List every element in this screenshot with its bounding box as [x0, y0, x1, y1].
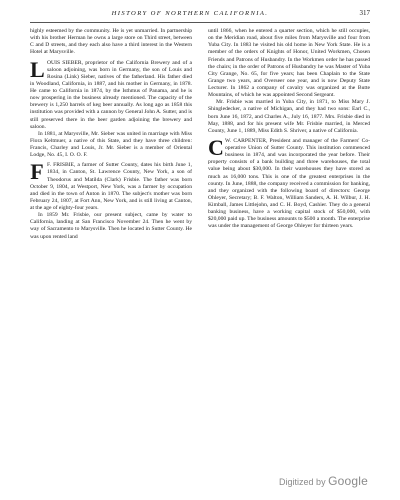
biography-sieber — [30, 56, 192, 160]
biography-carpenter — [208, 134, 370, 231]
biography-paragraph: In 1859 Mr. Frisbie, our present subject, came by water to California, landing at San Francisco November 24. Then he went by way of Sacramento to Marysville. Then he located in Sutter County. He was upon rented land — [30, 212, 192, 240]
continuation-paragraph: until 1866, when he entered a quarter section, which he still occupies, on the Meridian road, about five miles from Marysville and four from Yuba City. In 1883 he visited his old home in New York State. He is a member of the orders of Knights of Honor, United Workmen, Chosen Friends and Patrons of Husbandry. In the Workmen order he has passed the chairs; in the order of Patrons of Husbandry he was Master of Yuba City Grange, No. 65, for five years; has been Chaplain to the State Grange two years, and Overseer one year, and is now Deputy State Lecturer. In 1862 a company of cavalry was organized at the Butte Mountains, of which he was appointed Second Sergeant. — [208, 28, 370, 99]
biography-paragraph: OUIS SIEBER, proprietor of the California Brewery and of a saloon adjoining, was born in Germany, the son of Louis and Rosina (Link) Sieber, natives of the fatherland. His father died in Woodland, California, in 1887, and his mother in Germany, in 1878. He came to California in 1874, by the Isthmus of Panama, and he is now prospering in the business already mentioned. The capacity of the brewery is 1,250 barrels of keg beer annually. As long ago as 1858 this institution was provided with a cannon by General John A. Sutter, and is still preserved there in the beer garden adjoining the brewery and saloon. — [30, 59, 192, 130]
biography-paragraph: W. CARPENTER, President and manager of the Farmers' Co-operative Union of Sutter County. This institution commenced business in 1874, and was incorporated the year before. Their property consists of a bank building and three warehouses, the total value being about $30,000. In their warehouses they have stored as much as 16,000 tons. This is one of the greatest enterprises in the county. In June, 1888, the company received a commission for banking, and they organized with the following board of directors: George Ohleyer, Secretary; B. F. Walton, William Sanders, A. H. Wilbur, J. H. Kimball, James Littlejohn, and C. H. Boyd, Cashier. They do a general banking business, have a working capital stock of $50,000, with $20,000 paid up. The business amounts to $500 a month. The enterprise was under the management of George Ohleyer for thirteen years. — [208, 137, 370, 230]
digitized-watermark — [279, 474, 368, 488]
page-number: 317 — [359, 9, 370, 17]
drop-cap: F — [30, 159, 44, 185]
biography-paragraph: In 1881, at Marysville, Mr. Sieber was united in marriage with Miss Flora Keltmuer, a native of this State, and they have three children: Francis, Charley and Louis, Jr. Mr. Sieber is a member of Oriental Lodge, No. 45, I. O. O. F. — [30, 130, 192, 159]
continuation-paragraph: highly esteemed by the community. He is yet unmarried. In partnership with his brother Herman he owns a large store on Third street, between C and D streets, and they each also have a third interest in the Western Hotel at Marysville. — [30, 28, 192, 56]
running-header — [30, 8, 370, 28]
biography-paragraph: F. FRISBIE, a farmer of Sutter County, dates his birth June 1, 1834, in Canton, St. Lawrence County, New York, a son of Theodorus and Matilda (Clark) Frisbie. The father was born October 9, 1804, at Westport, New York, was a farmer by occupation and died in the town of Anton in 1870. The subject's mother was born February 24, 1807, at Fort Ann, New York, and is still living at Canton, at the age of eighty-four years. — [30, 162, 192, 211]
left-column — [30, 28, 192, 241]
right-column — [208, 28, 370, 231]
drop-cap: L — [30, 56, 45, 82]
continuation-paragraph: Mr. Frisbie was married in Yuba City, in 1871, to Miss Mary J. Shingledecker, a native of Michigan, and they had two sons: Earl C., born June 16, 1872, and Charles A., July 16, 1877. Mrs. Frisbie died in May, 1888, and for his present wife Mr. Frisbie married, in Merced County, June 1, 1889, Miss Edith S. Shriver, a native of California. — [208, 99, 370, 134]
drop-cap: C — [208, 134, 224, 160]
digitized-by-label: Digitized by — [279, 477, 326, 487]
google-logo: Google — [328, 474, 368, 488]
biography-frisbie — [30, 159, 192, 240]
running-title: HISTORY OF NORTHERN CALIFORNIA. — [111, 10, 269, 17]
header-rule — [30, 22, 370, 23]
